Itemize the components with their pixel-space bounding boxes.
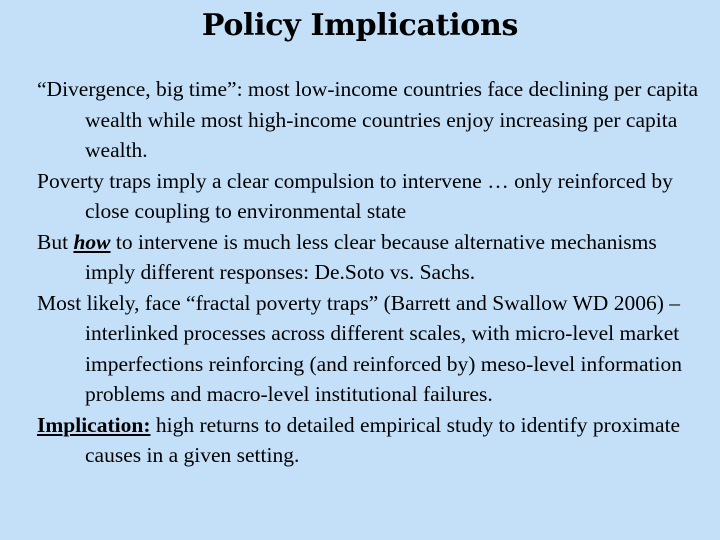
- bullet-poverty-traps: Poverty traps imply a clear compulsion to intervene … only reinforced by close coupling to environmental state: [37, 168, 673, 223]
- bullet-how-suffix: to intervene is much less clear because alternative mechanisms imply different responses: De.Soto vs. Sachs.: [85, 229, 657, 284]
- bullet-how-prefix: But: [37, 229, 74, 254]
- emphasis-how: how: [73, 229, 111, 254]
- slide-title: Policy Implications: [201, 8, 519, 43]
- bullet-divergence: “Divergence, big time”: most low-income countries face declining per capita wealth while most high-income countries enjoy increasing per capita wealth.: [37, 77, 699, 162]
- bullet-how-to-intervene: [37, 227, 709, 288]
- bullet-implication: [37, 410, 709, 471]
- implication-label: Implication:: [37, 412, 151, 437]
- implication-text: high returns to detailed empirical study to identify proximate causes in a given setting.: [85, 412, 681, 467]
- bullet-fractal-poverty-traps: Most likely, face “fractal poverty traps” (Barrett and Swallow WD 2006) – interlinked processes across different scales, with micro-level market imperfections reinforcing (and reinforced by) meso-level information problems and macro-level institutional failures.: [37, 290, 682, 406]
- slide-body: [37, 74, 709, 471]
